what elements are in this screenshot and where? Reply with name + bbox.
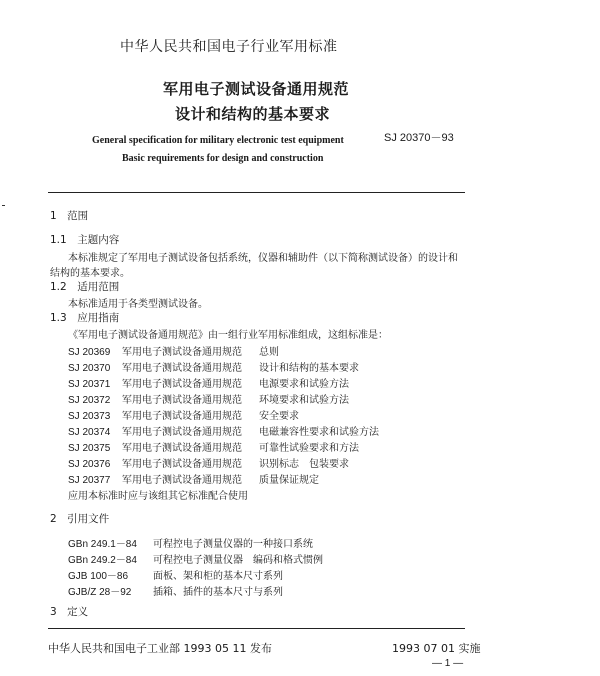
reference-code: GJB 100－86 (68, 571, 129, 582)
series-name: 军用电子测试设备通用规范 (122, 443, 242, 454)
section-1-1-text-line2: 结构的基本要求。 (50, 268, 130, 279)
section-3-heading: 3 定义 (50, 606, 89, 618)
series-code: SJ 20376 (68, 459, 111, 470)
reference-title: 可程控电子测量仪器的一种接口系统 (153, 539, 313, 550)
series-desc: 设计和结构的基本要求 (259, 363, 359, 374)
reference-code: GBn 249.2－84 (68, 555, 137, 566)
page-number: — 1 — (432, 658, 464, 669)
series-name: 军用电子测试设备通用规范 (122, 475, 242, 486)
section-1-1-heading: 1.1 主题内容 (50, 234, 120, 246)
reference-title: 可程控电子测量仪器 编码和格式惯例 (153, 555, 323, 566)
series-name: 军用电子测试设备通用规范 (122, 395, 242, 406)
bottom-divider (48, 628, 465, 629)
section-1-3-heading: 1.3 应用指南 (50, 312, 120, 324)
series-code: SJ 20370 (68, 363, 111, 374)
list-item (68, 391, 349, 406)
series-code: SJ 20369 (68, 347, 111, 358)
list-item (68, 423, 379, 438)
series-code: SJ 20377 (68, 475, 111, 486)
series-name: 军用电子测试设备通用规范 (122, 363, 242, 374)
section-2-heading: 2 引用文件 (50, 513, 110, 525)
series-desc: 环境要求和试验方法 (259, 395, 349, 406)
series-code: SJ 20373 (68, 411, 111, 422)
section-1-1-text-line1: 本标准规定了军用电子测试设备包括系统，仪器和辅助件（以下简称测试设备）的设计和 (68, 253, 458, 264)
list-item (68, 343, 279, 358)
standard-code: SJ 20370－93 (384, 132, 454, 144)
series-desc: 电磁兼容性要求和试验方法 (259, 427, 379, 438)
list-item (68, 455, 349, 470)
reference-item (68, 535, 313, 550)
reference-item (68, 583, 283, 598)
series-desc: 质量保证规定 (259, 475, 319, 486)
margin-mark (2, 205, 5, 206)
title-en-line2: Basic requirements for design and construction (122, 153, 324, 164)
series-desc: 安全要求 (259, 411, 299, 422)
effective-date: 1993 07 01 实施 (392, 642, 481, 655)
section-1-3-closing: 应用本标准时应与该组其它标准配合使用 (68, 491, 248, 502)
series-desc: 识别标志 包装要求 (259, 459, 349, 470)
title-en-line1: General specification for military electronic test equipment (92, 135, 344, 146)
title-cn-line1: 军用电子测试设备通用规范 (163, 80, 350, 98)
list-item (68, 359, 359, 374)
series-name: 军用电子测试设备通用规范 (122, 379, 242, 390)
list-item (68, 375, 349, 390)
standard-category-header: 中华人民共和国电子行业军用标准 (120, 39, 338, 55)
list-item (68, 439, 359, 454)
series-code: SJ 20375 (68, 443, 111, 454)
series-desc: 总则 (259, 347, 279, 358)
list-item (68, 471, 319, 486)
series-name: 军用电子测试设备通用规范 (122, 459, 242, 470)
section-1-2-heading: 1.2 适用范围 (50, 281, 120, 293)
title-cn-line2: 设计和结构的基本要求 (175, 105, 331, 123)
series-name: 军用电子测试设备通用规范 (122, 427, 242, 438)
section-1-3-text: 《军用电子测试设备通用规范》由一组行业军用标准组成，这组标准是： (68, 330, 388, 341)
reference-title: 插箱、插件的基本尺寸与系列 (153, 587, 283, 598)
series-code: SJ 20372 (68, 395, 111, 406)
series-name: 军用电子测试设备通用规范 (122, 347, 242, 358)
reference-title: 面板、架和柜的基本尺寸系列 (153, 571, 283, 582)
reference-item (68, 551, 323, 566)
series-desc: 电源要求和试验方法 (259, 379, 349, 390)
section-1-heading: 1 范围 (50, 210, 89, 222)
issue-date: 中华人民共和国电子工业部 1993 05 11 发布 (48, 642, 272, 655)
series-code: SJ 20371 (68, 379, 111, 390)
list-item (68, 407, 299, 422)
reference-code: GBn 249.1－84 (68, 539, 137, 550)
section-1-2-text: 本标准适用于各类型测试设备。 (68, 299, 208, 310)
reference-code: GJB/Z 28－92 (68, 587, 132, 598)
reference-item (68, 567, 283, 582)
series-desc: 可靠性试验要求和方法 (259, 443, 359, 454)
top-divider (48, 192, 465, 193)
series-name: 军用电子测试设备通用规范 (122, 411, 242, 422)
series-code: SJ 20374 (68, 427, 111, 438)
